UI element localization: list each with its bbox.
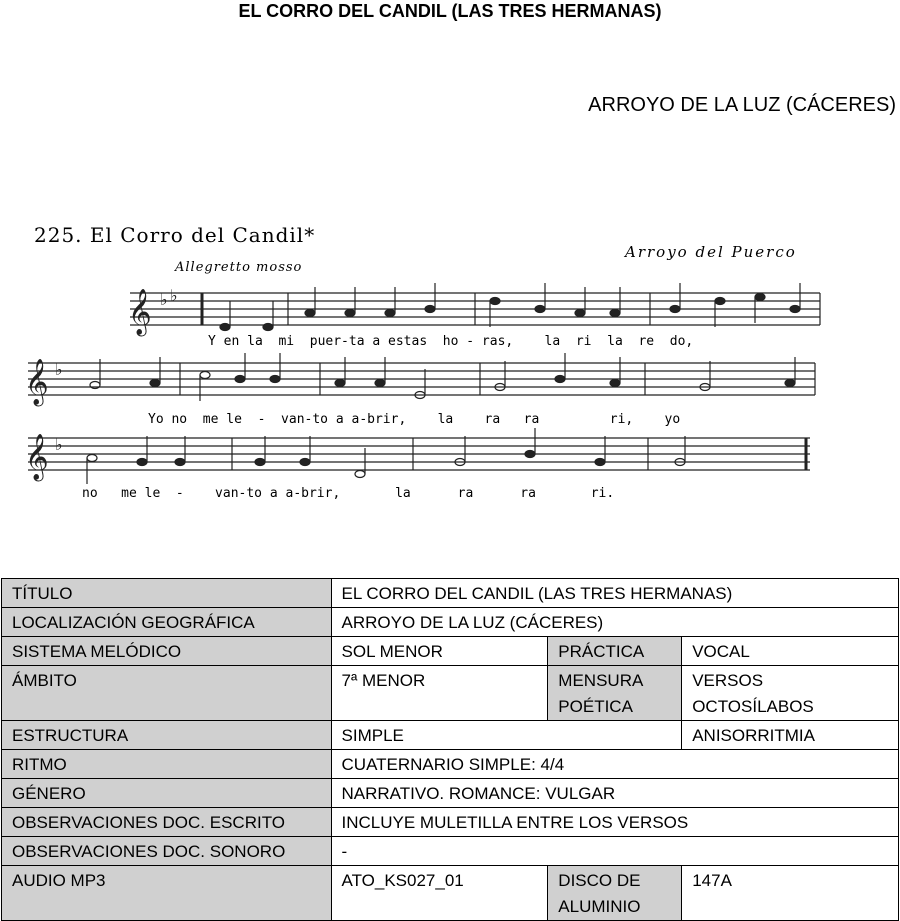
- table-row: [2, 666, 899, 721]
- ambito-label: ÁMBITO: [2, 666, 332, 721]
- score-heading: 225. El Corro del Candil*: [34, 223, 316, 247]
- staff-system-2: [28, 363, 815, 395]
- lyrics-line-1: Y en la mi puer-ta a estas ho - ras, la ri la re do,: [208, 334, 694, 349]
- mensura-value-line-2: OCTOSÍLABOS: [692, 697, 814, 716]
- table-row: [2, 750, 899, 779]
- lyrics-line-2: Yo no me le - van-to a a-brir, la ra ra ri, yo: [148, 412, 681, 427]
- localizacion-label: LOCALIZACIÓN GEOGRÁFICA: [2, 608, 332, 637]
- practica-value: VOCAL: [682, 637, 899, 666]
- sistema-label: SISTEMA MELÓDICO: [2, 637, 332, 666]
- disco-value: 147A: [682, 866, 899, 921]
- disco-label-line-1: DISCO DE: [558, 871, 641, 890]
- tempo-marking: Allegretto mosso: [175, 260, 303, 275]
- mensura-value-line-1: VERSOS: [692, 671, 764, 690]
- table-row: [2, 837, 899, 866]
- disco-label: [548, 866, 682, 921]
- svg-text:♭: ♭: [160, 290, 168, 309]
- mensura-label: [548, 666, 682, 721]
- lyrics-line-3: no me le - van-to a a-brir, la ra ra ri.: [82, 486, 615, 501]
- svg-text:𝄞: 𝄞: [25, 359, 49, 405]
- obs-escrito-label: OBSERVACIONES DOC. ESCRITO: [2, 808, 332, 837]
- localizacion-value: ARROYO DE LA LUZ (CÁCERES): [331, 608, 898, 637]
- titulo-label: TÍTULO: [2, 579, 332, 608]
- genero-label: GÉNERO: [2, 779, 332, 808]
- practica-label: PRÁCTICA: [548, 637, 682, 666]
- mensura-value: [682, 666, 899, 721]
- music-score: [20, 215, 900, 515]
- table-row: [2, 779, 899, 808]
- score-origin: Arroyo del Puerco: [625, 243, 797, 261]
- ritmo-value: CUATERNARIO SIMPLE: 4/4: [331, 750, 898, 779]
- svg-text:♭: ♭: [55, 360, 63, 379]
- document-title: EL CORRO DEL CANDIL (LAS TRES HERMANAS): [238, 1, 662, 21]
- table-row: [2, 608, 899, 637]
- sistema-value: SOL MENOR: [331, 637, 548, 666]
- obs-sonoro-label: OBSERVACIONES DOC. SONORO: [2, 837, 332, 866]
- table-row: [2, 637, 899, 666]
- ritmo-label: RITMO: [2, 750, 332, 779]
- disco-label-line-2: ALUMINIO: [558, 897, 641, 916]
- titulo-value: EL CORRO DEL CANDIL (LAS TRES HERMANAS): [331, 579, 898, 608]
- svg-text:𝄞: 𝄞: [128, 289, 152, 335]
- estructura-label: ESTRUCTURA: [2, 721, 332, 750]
- mensura-label-line-1: MENSURA: [558, 671, 644, 690]
- obs-sonoro-value: -: [331, 837, 898, 866]
- table-row: [2, 808, 899, 837]
- svg-text:𝄞: 𝄞: [25, 434, 49, 480]
- table-row: [2, 721, 899, 750]
- mensura-label-line-2: POÉTICA: [558, 697, 633, 716]
- table-row: [2, 579, 899, 608]
- estructura-extra: ANISORRITMIA: [682, 721, 899, 750]
- audio-value: ATO_KS027_01: [331, 866, 548, 921]
- svg-text:♭: ♭: [170, 286, 178, 305]
- genero-value: NARRATIVO. ROMANCE: VULGAR: [331, 779, 898, 808]
- ambito-value: 7ª MENOR: [331, 666, 548, 721]
- metadata-table: [1, 578, 899, 921]
- table-row: [2, 866, 899, 921]
- audio-label: AUDIO MP3: [2, 866, 332, 921]
- document-location: ARROYO DE LA LUZ (CÁCERES): [588, 94, 896, 116]
- svg-text:♭: ♭: [55, 435, 63, 454]
- estructura-value: SIMPLE: [331, 721, 682, 750]
- obs-escrito-value: INCLUYE MULETILLA ENTRE LOS VERSOS: [331, 808, 898, 837]
